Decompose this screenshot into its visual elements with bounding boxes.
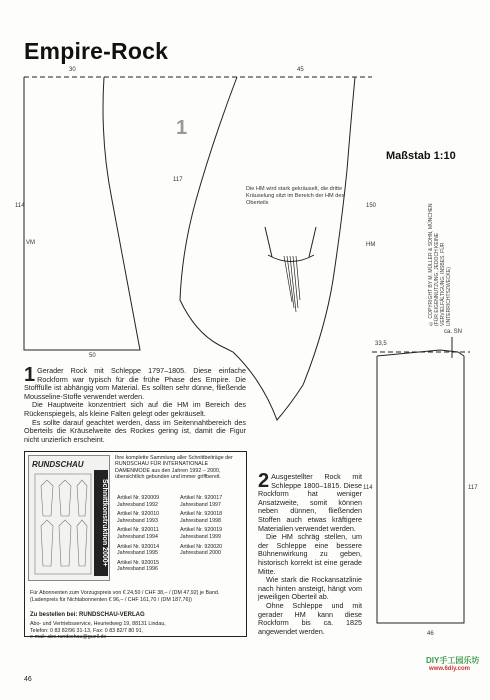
section1-para2: Die Hauptweite konzentriert sich auf die HM im Bereich des Rückenspiegels, als kleine Falten gelegt oder gekräuselt.	[24, 400, 246, 418]
meas-bottom: 50	[89, 353, 96, 359]
front-skirt-panel	[24, 77, 140, 350]
ad-address-email[interactable]: e-mail: abo.rundschau@guell.de	[30, 634, 107, 640]
ad-article-col1	[117, 495, 159, 573]
ad-article	[117, 544, 159, 557]
label-vm: VM	[26, 240, 35, 246]
watermark-top: DIY手工园乐坊	[426, 656, 480, 665]
p2-top	[377, 350, 464, 356]
ad-address-line: Abo- und Vertriebsservice, Heuriedweg 19, 88131 Lindau,	[30, 621, 166, 627]
ad-price-retail: (Ladenpreis für Nichtabonnenten € 96,– / CHF 161,70 / (DM 187,76))	[30, 596, 192, 603]
ad-article-col2	[180, 495, 222, 557]
ad-article-year: Jahresband 1993	[117, 517, 158, 524]
meas-p2-bottom: 46	[427, 631, 434, 637]
ad-price	[30, 590, 242, 603]
gather-line-right	[309, 227, 316, 257]
section2-para4: Ohne Schleppe und mit gerader HM kann diese Rockform bis ca. 1825 angewendet werden.	[258, 600, 362, 636]
meas-p2-top: 33,5	[375, 341, 387, 347]
gather-curve	[268, 255, 314, 262]
section1-dropcap: 1	[24, 364, 36, 386]
meas-side-right: 150	[366, 203, 377, 209]
section1-text	[24, 364, 246, 444]
section2-para1: Ausgestellter Rock mit Schleppe 1800–1815. Diese Rockform hat weniger Ansatzweite, somit können neben dünnen, fließenden Stoffen auch etwas kräftigere Materialien verwendet werden.	[258, 472, 362, 533]
ad-address	[30, 621, 242, 641]
ad-order-title: Zu bestellen bei: RUNDSCHAU-VERLAG	[30, 612, 145, 618]
page-number: 46	[24, 676, 32, 683]
section1-para3: Es sollte darauf geachtet werden, dass im Seitennahtbereich des Oberteils die Kräuselweite des Rockes gering ist, damit die Figur nicht unzierlich erscheint.	[24, 417, 246, 444]
ad-article-number: Artikel Nr. 920010	[117, 511, 160, 518]
ad-article-year: Jahresband 2000	[180, 550, 221, 557]
copyright-vertical: © COPYRIGHT BY M. MÜLLER & SOHN, MÜNCHEN (FÜR EIGENNUTZUNG, JEDOCH KEINE VERVIELFÄLTIGUNG, INSBES. FÜR UNTERRICHTSZWECKE)	[428, 203, 452, 326]
meas-p2-side: 114	[363, 485, 373, 491]
pattern-note: Die HM wird stark gekräuselt, die dritte Kräuselung sitzt im Bereich der HM des Oberteils	[246, 186, 345, 206]
label-hm: HM	[366, 242, 376, 248]
ad-article-number: Artikel Nr. 920015	[117, 559, 160, 566]
ad-article	[117, 511, 159, 524]
scale-label: Maßstab 1:10	[386, 150, 456, 162]
ad-article	[117, 495, 159, 508]
ad-article-number: Artikel Nr. 920014	[117, 543, 160, 550]
p2-body	[377, 356, 464, 623]
ad-article-year: Jahresband 1999	[180, 533, 221, 540]
section2-dropcap: 2	[258, 470, 270, 492]
ad-article-year: Jahresband 1995	[117, 550, 158, 557]
ad-article	[180, 527, 222, 540]
ad-article	[117, 527, 159, 540]
meas-side-left: 114	[15, 203, 25, 209]
ad-article	[117, 560, 159, 573]
meas-p2-right: 117	[468, 485, 478, 491]
ad-article	[180, 544, 222, 557]
ad-article-year: Jahresband 1992	[117, 501, 158, 508]
ad-article-year: Jahresband 1994	[117, 533, 158, 540]
ad-article-year: Jahresband 1996	[117, 566, 158, 573]
ad-article-number: Artikel Nr. 920009	[117, 495, 160, 501]
section2-text	[258, 470, 362, 636]
ad-article	[180, 511, 222, 524]
ad-article-year: Jahresband 1998	[180, 517, 221, 524]
ad-article	[180, 495, 222, 508]
section1-para1: Gerader Rock mit Schleppe 1797–1805. Diese einfache Rockform war typisch für die frühe Phase des Empire. Die Stofffülle ist abhängig vom Material. Es sollten sehr dünne, fließende Mousseline-Stoffe verwendet werden.	[24, 366, 246, 401]
ad-article-number: Artikel Nr. 920011	[117, 527, 159, 534]
ad-brand: RUNDSCHAU	[32, 460, 84, 469]
meas-center: 117	[173, 177, 183, 183]
gather-pleats	[284, 256, 300, 312]
ad-price-subscriber: Für Abonnenten zum Vorzugspreis von € 24,50 / CHF 38,– / (DM 47,92) je Band.	[30, 590, 220, 596]
ad-article-number: Artikel Nr. 920020	[180, 543, 223, 550]
section2-para3: Wie stark die Rockansatzlinie nach hinten ansteigt, hängt vom jeweiligen Oberteil ab.	[258, 575, 362, 602]
watermark-url[interactable]: www.6diy.com	[429, 666, 471, 672]
ad-article-number: Artikel Nr. 920017	[180, 495, 223, 501]
ad-article-number: Artikel Nr. 920018	[180, 511, 223, 518]
pattern-number: 1	[176, 117, 188, 139]
label-ca-sn: ca. SN	[444, 329, 463, 335]
ad-article-number: Artikel Nr. 920019	[180, 527, 223, 534]
ad-intro: Ihre komplette Sammlung aller Schnittbeiträge der RUNDSCHAU FÜR INTERNATIONALE DAMENMODE aus den Jahren 1992 – 2000, übersichtlich gebunden und immer griffbereit.	[115, 455, 233, 481]
ad-address-phone: Telefon: 0 83 82/96 31-13, Fax: 0 83 82/7 80 91,	[30, 627, 144, 634]
gather-line-left	[265, 227, 272, 257]
section2-para2: Die HM schräg stellen, um der Schleppe eine bessere Bühnenwirkung zu geben, historisch korrekt ist eine gerade Mitte.	[258, 532, 362, 576]
ad-article-year: Jahresband 1997	[180, 501, 221, 508]
meas-top-left: 30	[69, 67, 76, 73]
ad-spine-title: Schnittkonstruktion 2000+	[94, 470, 108, 576]
page-title: Empire-Rock	[24, 38, 169, 64]
meas-top-right: 45	[297, 67, 304, 73]
